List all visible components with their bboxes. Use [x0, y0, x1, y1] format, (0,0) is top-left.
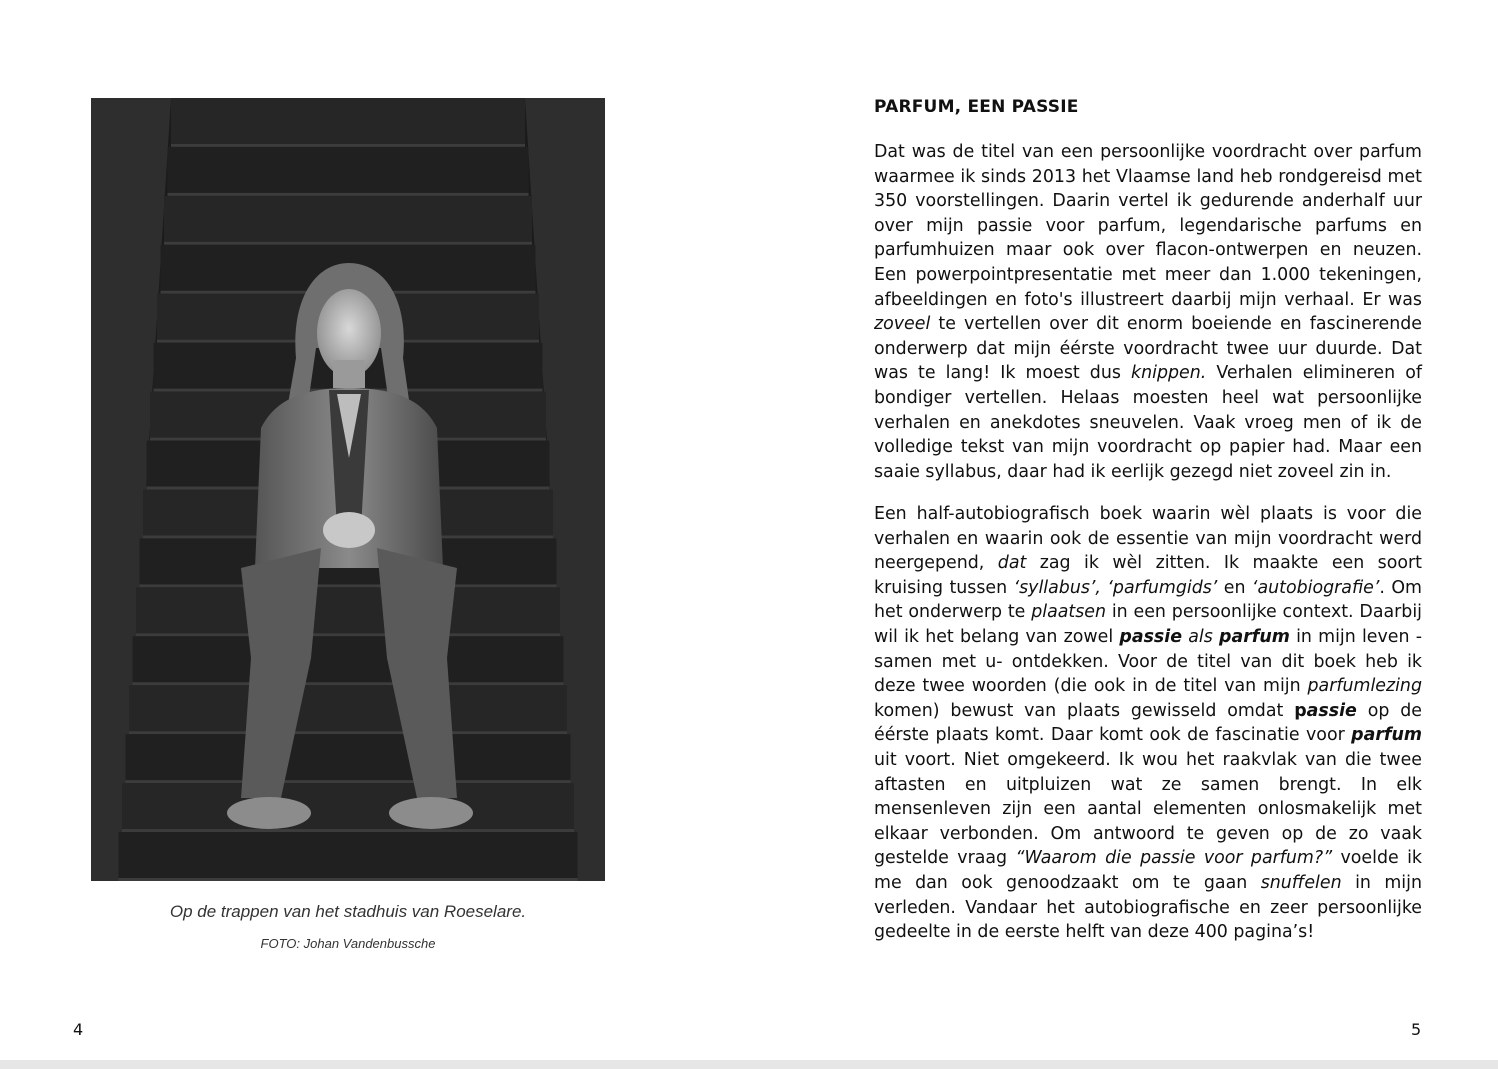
stair-step	[171, 98, 525, 144]
stair-step	[168, 147, 529, 193]
emphasis-run: zoveel	[874, 314, 931, 335]
photo-credit: FOTO: Johan Vandenbussche	[260, 936, 436, 951]
stair-step	[133, 636, 564, 682]
stair-edge	[164, 242, 532, 245]
stair-edge	[126, 780, 571, 783]
emphasis-run: parfum	[1351, 725, 1422, 746]
stair-edge	[129, 731, 567, 734]
emphasis-run: ‘syllabus’, ‘parfumgids’	[1013, 577, 1218, 598]
paragraph-1: Dat was de titel van een persoonlijke voordracht over parfum waarmee ik sinds 2013 het Vlaamse land heb rondgereisd met 350 voorstellingen. Daarin vertel ik gedurende anderhalf uur over mijn passie voor parfum, legendarische parfums en parfumhuizen maar ook over flacon-ontwerpen en neuzen. Een powerpointpresentatie met meer dan 1.000 tekeningen, afbeeldingen en foto's illustreert daarbij mijn verhaal. Er was zoveel te vertellen over dit enorm boeiende en fascinerende onderwerp dat mijn éérste voordracht twee uur duurde. Dat was te lang! Ik moest dus knippen. Verhalen elimineren of bondiger vertellen. Helaas moesten heel wat persoonlijke verhalen en anekdotes sneuvelen. Vaak vroeg men of ik de volledige tekst van mijn voordracht op papier had. Maar een saaie syllabus, daar had ik eerlijk gezegd niet zoveel zin in.	[874, 142, 1422, 482]
emphasis-run: plaatsen	[1031, 602, 1107, 623]
stair-edge	[140, 584, 557, 587]
stair-step	[119, 832, 578, 878]
portrait-photo	[91, 98, 605, 881]
emphasis-run: passie	[1119, 626, 1183, 647]
emphasis-run: als	[1182, 626, 1220, 647]
paragraph-2: Een half-autobiografisch boek waarin wèl plaats is voor die verhalen en waarin ook de essentie van mijn voordracht werd neergepend, dat zag ik wèl zitten. Ik maakte een soort kruising tussen ‘syllabus’, ‘parfumgids’ en ‘autobiografie’. Om het onderwerp te plaatsen in een persoonlijke context. Daarbij wil ik het belang van zowel passie als parfum in mijn leven -samen met u- ontdekken. Voor de titel van dit boek heb ik deze twee woorden (die ook in de titel van mijn parfumlezing komen) bewust van plaats gewisseld omdat passie op de éérste plaats komt. Daar komt ook de fascinatie voor parfum uit voort. Niet omgekeerd. Ik wou het raakvlak van die twee aftasten en uitpluizen wat ze samen brengt. In elk mensenleven zijn een aantal elementen onlosmakelijk met elkaar verbonden. Om antwoord te geven op de zo vaak gestelde vraag “Waarom die passie voor parfum?” voelde ik me dan ook genoodzaakt om te gaan snuffelen in mijn verleden. Vandaar het autobiografische en zeer persoonlijke gedeelte in de eerste helft van deze 400 pagina’s!	[874, 504, 1423, 943]
stair-edge	[171, 144, 525, 147]
emphasis-run: ‘autobiografie’	[1251, 577, 1380, 598]
emphasis-run: dat	[997, 553, 1027, 574]
emphasis-run: parfum	[1219, 626, 1290, 647]
emphasis-run: parfumlezing	[1307, 676, 1422, 697]
stair-edge	[136, 633, 560, 636]
stair-step	[129, 685, 567, 731]
emphasis-run: knippen.	[1131, 363, 1207, 384]
stair-edge	[133, 682, 564, 685]
emphasis-run: snuffelen	[1260, 872, 1342, 893]
stair-step	[164, 196, 532, 242]
photo-caption: Op de trappen van het stadhuis van Roeselare.	[169, 902, 527, 921]
emphasis-run: assie	[1306, 700, 1357, 721]
stair-edge	[168, 193, 529, 196]
viewer-bottom-bar	[0, 1060, 1498, 1069]
page-number-right: 5	[1411, 1020, 1422, 1039]
emphasis-run: p	[1294, 700, 1307, 721]
stair-step	[122, 783, 574, 829]
stair-edge	[119, 878, 578, 881]
page-number-left: 4	[73, 1020, 84, 1039]
stair-step	[126, 734, 571, 780]
chapter-heading: PARFUM, EEN PASSIE	[874, 97, 1079, 117]
emphasis-run: “Waarom die passie voor parfum?”	[1015, 848, 1333, 869]
stair-step	[136, 587, 560, 633]
stair-edge	[122, 829, 574, 832]
